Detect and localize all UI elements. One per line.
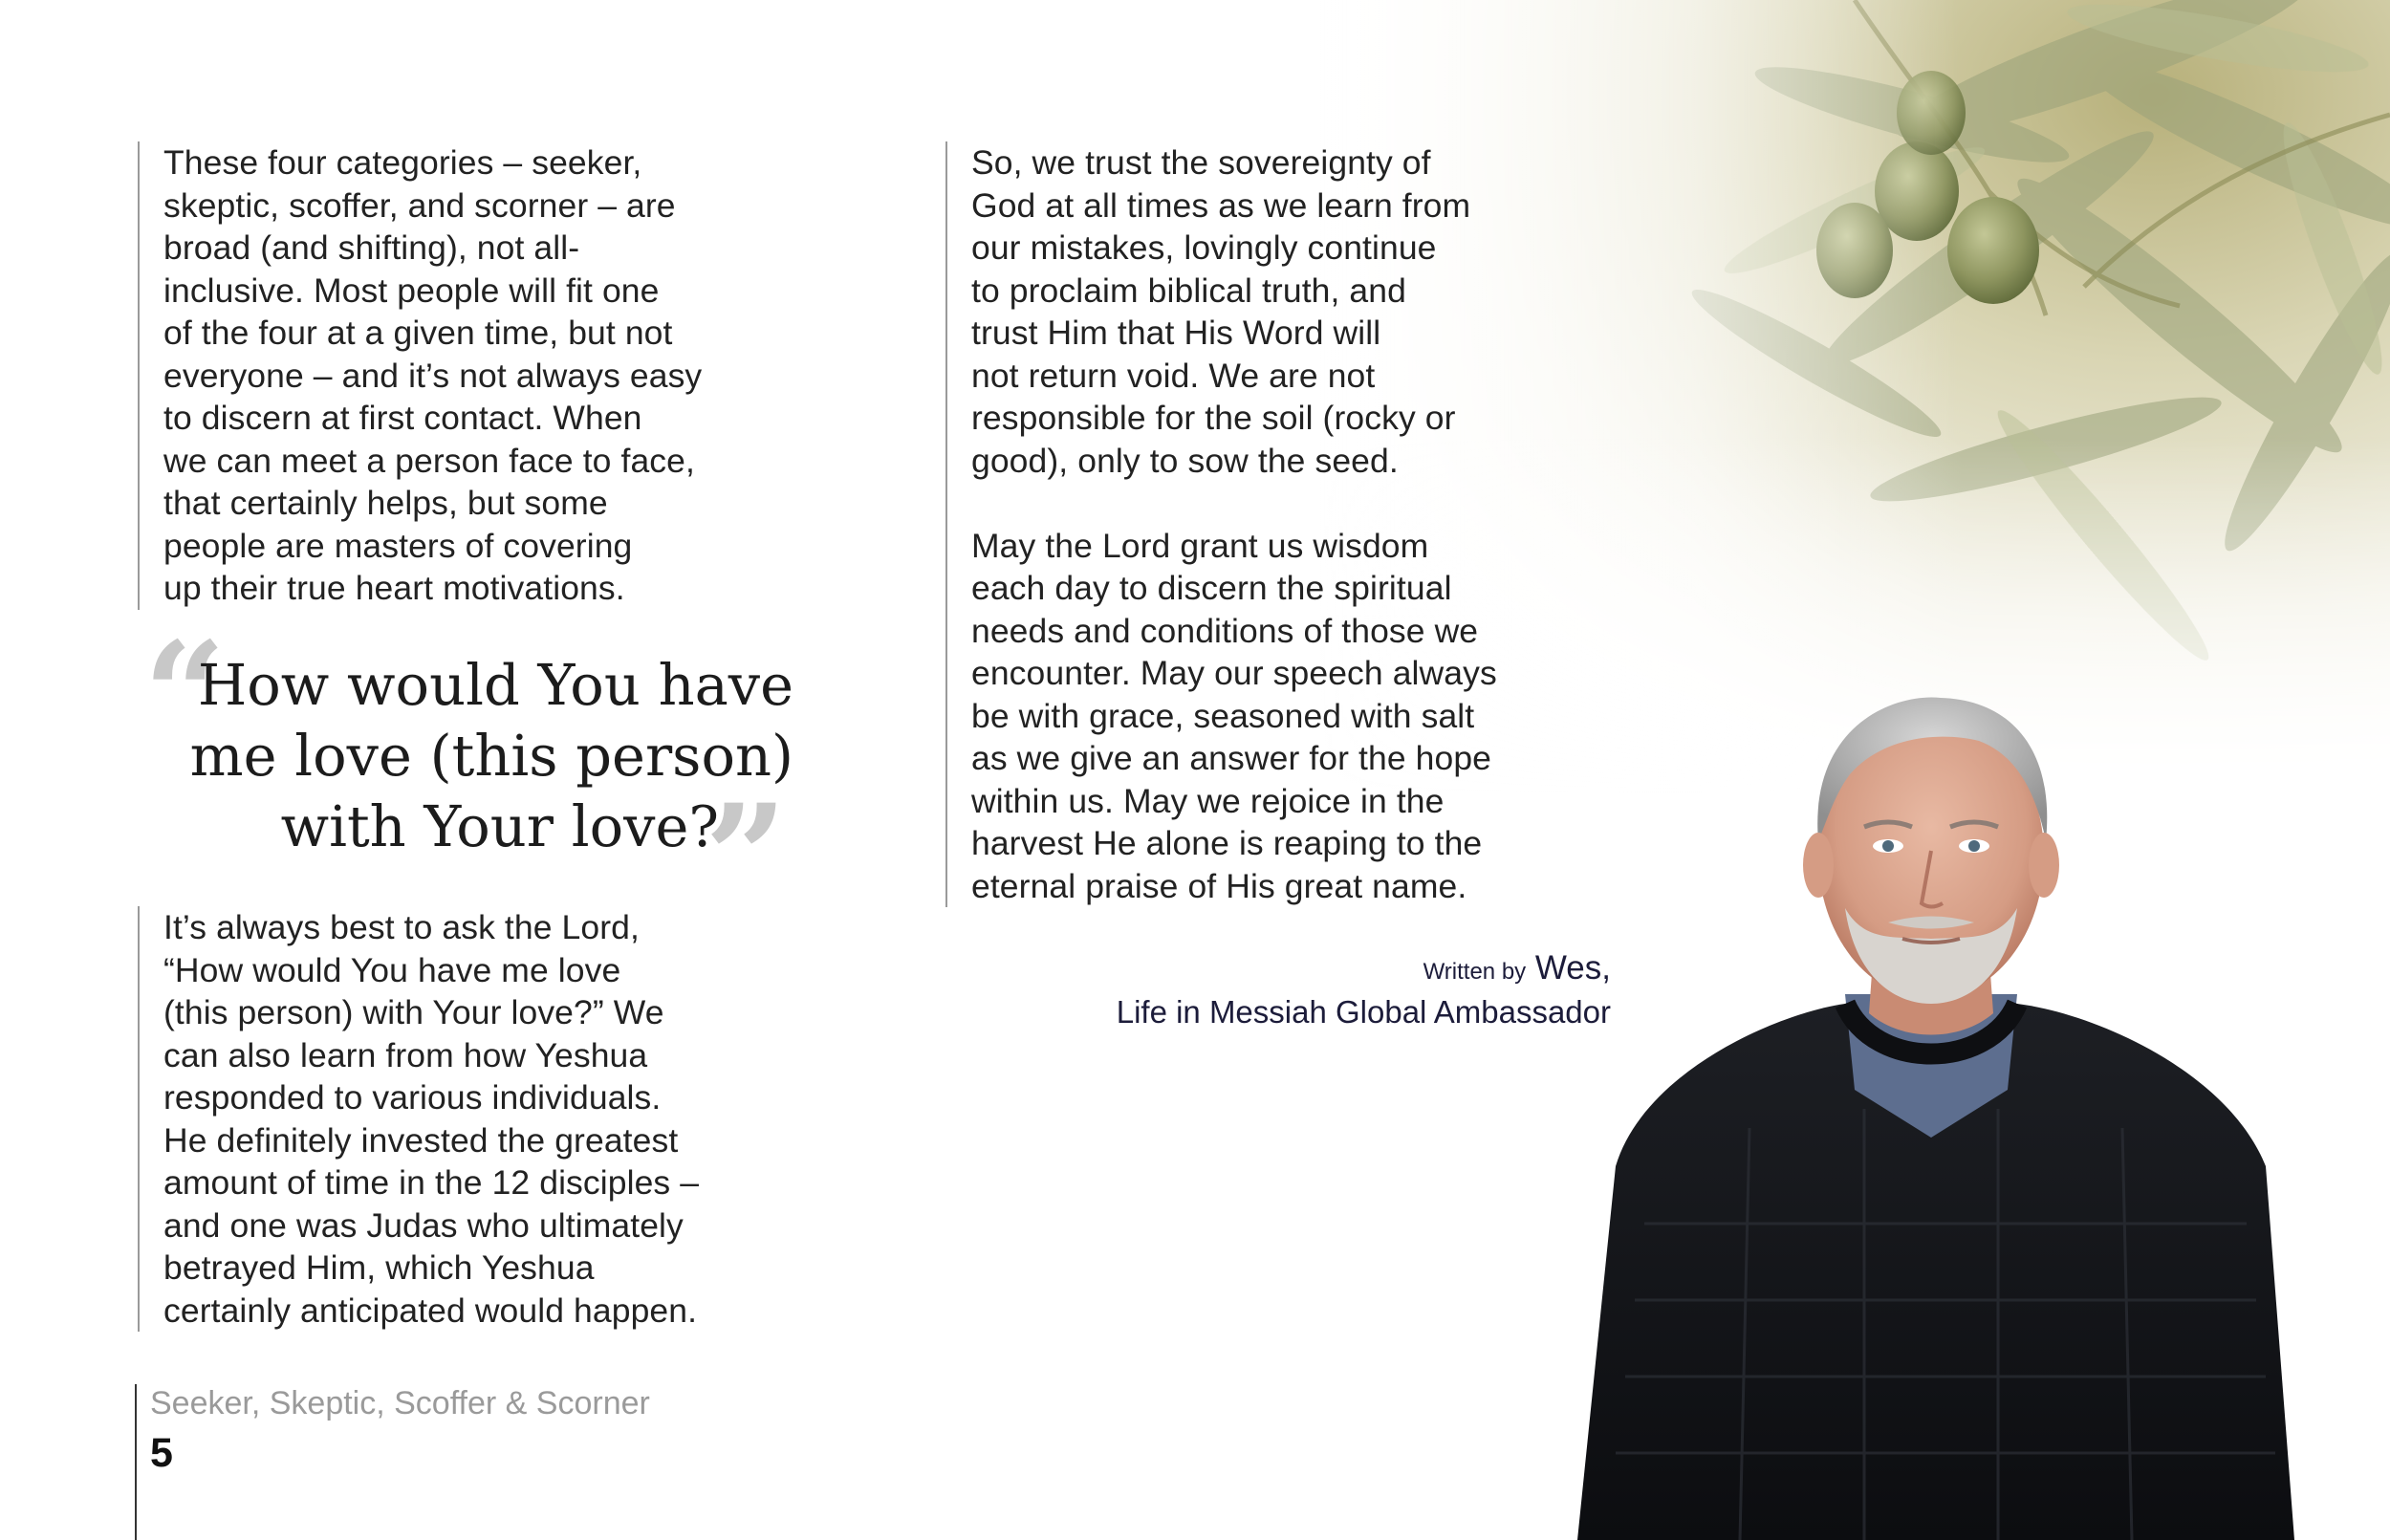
text-line: “How would You have me love	[163, 950, 621, 989]
text-line: May the Lord grant us wisdom	[971, 526, 1429, 565]
text-line: So, we trust the sovereignty of	[971, 143, 1431, 182]
text-line: It’s always best to ask the Lord,	[163, 908, 640, 946]
text-line: trust Him that His Word will	[971, 314, 1381, 352]
text-line: as we give an answer for the hope	[971, 739, 1492, 777]
pull-quote-line: How would You have	[197, 652, 793, 718]
text-line: God at all times as we learn from	[971, 185, 1471, 225]
text-line: to discern at first contact. When	[163, 399, 642, 437]
body-text-column-left-bottom	[138, 906, 852, 1332]
text-line: people are masters of covering	[163, 526, 633, 565]
text-line: good), only to sow the seed.	[971, 441, 1399, 480]
text-line: can also learn from how Yeshua	[163, 1035, 648, 1074]
byline-row	[1032, 948, 1611, 992]
text-line: needs and conditions of those we	[971, 611, 1479, 650]
text-line: skeptic, scoffer, and scorner – are	[163, 185, 676, 225]
body-text-column-left-top	[138, 141, 852, 610]
text-line: These four categories – seeker,	[163, 143, 642, 182]
page-number: 5	[150, 1430, 173, 1476]
byline-author-name: Wes,	[1534, 949, 1611, 987]
text-line: each day to discern the spiritual	[971, 569, 1452, 607]
text-line: we can meet a person face to face,	[163, 441, 695, 480]
text-line: eternal praise of His great name.	[971, 866, 1467, 905]
close-quote-icon: ”	[705, 773, 788, 942]
text-line: our mistakes, lovingly continue	[971, 228, 1437, 267]
paragraph-gap	[971, 482, 1698, 525]
byline-author-role: Life in Messiah Global Ambassador	[1116, 994, 1611, 1030]
text-line: harvest He alone is reaping to the	[971, 824, 1483, 862]
text-line: He definitely invested the greatest	[163, 1120, 679, 1160]
text-line: up their true heart motivations.	[163, 569, 625, 607]
open-quote-icon: “	[143, 611, 227, 779]
text-line: to proclaim biblical truth, and	[971, 271, 1406, 310]
text-line: inclusive. Most people will fit one	[163, 271, 660, 310]
text-line: responded to various individuals.	[163, 1078, 662, 1117]
text-line: (this person) with Your love?” We	[163, 993, 664, 1031]
author-byline	[1032, 948, 1611, 1032]
pull-quote-line: with Your love?	[280, 793, 719, 859]
footer-publication-title: Seeker, Skeptic, Scoffer & Scorner	[150, 1385, 650, 1421]
page-footer	[135, 1384, 650, 1540]
author-portrait-image	[1558, 688, 2304, 1540]
text-line: of the four at a given time, but not	[163, 314, 673, 352]
text-line: encounter. May our speech always	[971, 654, 1497, 692]
text-line: not return void. We are not	[971, 356, 1376, 395]
text-line: be with grace, seasoned with salt	[971, 696, 1475, 735]
pull-quote	[143, 650, 793, 862]
pull-quote-line: me love (this person)	[189, 723, 793, 789]
text-line: that certainly helps, but some	[163, 484, 608, 522]
text-line: responsible for the soil (rocky or	[971, 399, 1456, 437]
byline-prefix: Written by	[1423, 959, 1527, 985]
text-line: broad (and shifting), not all-	[163, 228, 580, 267]
text-line: within us. May we rejoice in the	[971, 781, 1445, 820]
text-line: amount of time in the 12 disciples –	[163, 1163, 700, 1202]
text-line: everyone – and it’s not always easy	[163, 356, 703, 395]
text-line: certainly anticipated would happen.	[163, 1291, 698, 1330]
text-line: betrayed Him, which Yeshua	[163, 1248, 595, 1287]
text-line: and one was Judas who ultimately	[163, 1205, 684, 1245]
